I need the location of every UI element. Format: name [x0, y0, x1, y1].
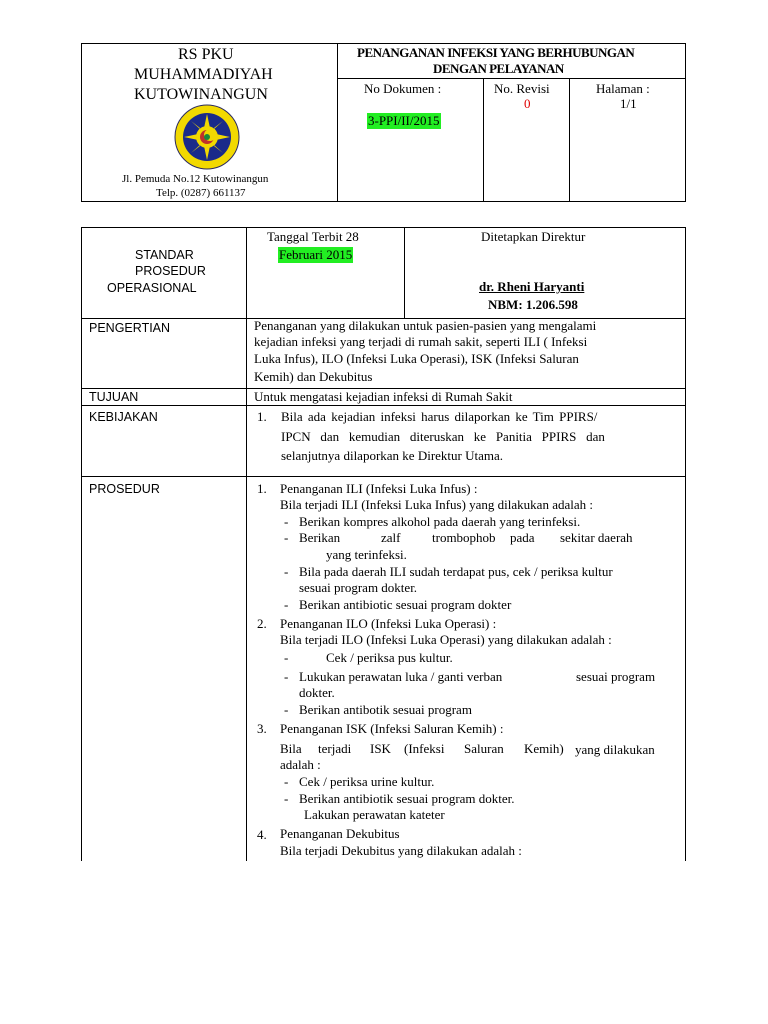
kebijakan-number: 1. — [257, 409, 267, 424]
bullet-dash: - — [284, 702, 289, 717]
prosedur-3-intro-word: Saluran — [464, 741, 504, 756]
pengertian-text-line2: kejadian infeksi yang terjadi di rumah sakit, seperti ILI ( Infeksi — [254, 334, 588, 349]
pengertian-text-line4: Kemih) dan Dekubitus — [254, 369, 373, 384]
prosedur-1-item-2-word: Berikan — [299, 530, 341, 545]
no-dokumen-label: No Dokumen : — [364, 81, 442, 96]
pengertian-text-line1: Penanganan yang dilakukan untuk pasien-pasien yang mengalami — [254, 318, 597, 333]
prosedur-1-intro: Bila terjadi ILI (Infeksi Luka Infus) yang dilakukan adalah : — [280, 497, 593, 512]
bullet-dash: - — [284, 564, 289, 579]
director-nbm: NBM: 1.206.598 — [488, 297, 578, 312]
kebijakan-text-line3: selanjutnya dilaporkan ke Direktur Utama. — [281, 448, 504, 463]
prosedur-3-intro-cont: adalah : — [280, 757, 321, 772]
bullet-dash: - — [284, 791, 289, 806]
ditetapkan-label: Ditetapkan Direktur — [481, 229, 586, 244]
prosedur-1-item-1: Berikan kompres alkohol pada daerah yang terinfeksi. — [299, 514, 581, 529]
no-revisi-label: No. Revisi — [494, 81, 550, 96]
hospital-phone: Telp. (0287) 661137 — [156, 187, 246, 199]
no-dokumen-value: 3-PPI/II/2015 — [368, 113, 440, 128]
prosedur-number-2: 2. — [257, 616, 267, 631]
prosedur-3-intro-word: (Infeksi — [404, 741, 445, 756]
prosedur-3-intro-side: yang dilakukan — [575, 742, 655, 757]
document-title-line1: PENANGANAN INFEKSI YANG BERHUBUNGAN — [357, 45, 635, 60]
prosedur-1-item-2-word: sekitar daerah — [560, 530, 633, 545]
prosedur-3-intro-word: ISK — [370, 741, 391, 756]
prosedur-1-item-2-word: pada — [510, 530, 535, 545]
pengertian-label: PENGERTIAN — [89, 321, 171, 335]
bullet-dash: - — [284, 597, 289, 612]
bullet-dash: - — [284, 530, 289, 545]
tanggal-terbit-value: Februari 2015 — [279, 247, 353, 262]
halaman-value: 1/1 — [620, 96, 637, 111]
kebijakan-text-line1: Bila ada kejadian infeksi harus dilaporkan ke Tim PPIRS/ — [281, 409, 598, 424]
prosedur-1-item-3-cont: sesuai program dokter. — [299, 580, 418, 595]
hospital-name-line2: MUHAMMADIYAH — [134, 66, 273, 83]
kebijakan-text-line2: IPCN dan kemudian diteruskan ke Panitia PPIRS dan — [281, 429, 605, 444]
sop-label-line2: PROSEDUR — [135, 264, 206, 278]
prosedur-3-item-3: Lakukan perawatan kateter — [304, 807, 445, 822]
tujuan-text: Untuk mengatasi kejadian infeksi di Rumah Sakit — [254, 389, 513, 404]
document-title-line2: DENGAN PELAYANAN — [433, 61, 564, 76]
prosedur-3-intro-word: Kemih) — [524, 741, 564, 756]
prosedur-number-1: 1. — [257, 481, 267, 496]
prosedur-1-item-2-word: trombophob — [432, 530, 496, 545]
prosedur-3-intro-word: Bila — [280, 741, 302, 756]
tujuan-label: TUJUAN — [89, 390, 139, 404]
bullet-dash: - — [284, 669, 289, 684]
pengertian-text-line3: Luka Infus), ILO (Infeksi Luka Operasi), ISK (Infeksi Saluran — [254, 351, 579, 366]
sop-label-line3: OPERASIONAL — [107, 281, 197, 295]
prosedur-3-title: Penanganan ISK (Infeksi Saluran Kemih) : — [280, 721, 504, 736]
hospital-name-line3: KUTOWINANGUN — [134, 86, 268, 103]
prosedur-2-item-2-side: sesuai program — [576, 669, 656, 684]
prosedur-1-item-4: Berikan antibiotic sesuai program dokter — [299, 597, 512, 612]
prosedur-2-item-3: Berikan antibotik sesuai program — [299, 702, 472, 717]
prosedur-3-item-1: Cek / periksa urine kultur. — [299, 774, 435, 789]
prosedur-2-item-2: Lukukan perawatan luka / ganti verban — [299, 669, 503, 684]
prosedur-4-title: Penanganan Dekubitus — [280, 826, 400, 841]
prosedur-number-4: 4. — [257, 827, 267, 842]
muhammadiyah-logo-icon — [174, 104, 240, 170]
no-revisi-value: 0 — [524, 96, 531, 111]
prosedur-2-item-1: Cek / periksa pus kultur. — [326, 650, 453, 665]
prosedur-2-intro: Bila terjadi ILO (Infeksi Luka Operasi) yang dilakukan adalah : — [280, 632, 612, 647]
bullet-dash: - — [284, 774, 289, 789]
prosedur-3-intro-word: terjadi — [318, 741, 352, 756]
prosedur-number-3: 3. — [257, 721, 267, 736]
prosedur-1-item-2-word: zalf — [381, 530, 401, 545]
prosedur-label: PROSEDUR — [89, 482, 160, 496]
prosedur-4-intro: Bila terjadi Dekubitus yang dilakukan adalah : — [280, 843, 522, 858]
halaman-label: Halaman : — [596, 81, 650, 96]
hospital-address: Jl. Pemuda No.12 Kutowinangun — [122, 173, 269, 185]
bullet-dash: - — [284, 514, 289, 529]
hospital-name-line1: RS PKU — [178, 46, 234, 63]
prosedur-1-item-3: Bila pada daerah ILI sudah terdapat pus, cek / periksa kultur — [299, 564, 613, 579]
tanggal-terbit-label: Tanggal Terbit 28 — [267, 229, 359, 244]
prosedur-2-item-2-cont: dokter. — [299, 685, 335, 700]
prosedur-2-title: Penanganan ILO (Infeksi Luka Operasi) : — [280, 616, 497, 631]
prosedur-3-item-2: Berikan antibiotik sesuai program dokter. — [299, 791, 515, 806]
sop-label-line1: STANDAR — [135, 248, 194, 262]
prosedur-1-title: Penanganan ILI (Infeksi Luka Infus) : — [280, 481, 478, 496]
kebijakan-label: KEBIJAKAN — [89, 410, 158, 424]
director-name: dr. Rheni Haryanti — [479, 279, 585, 294]
bullet-dash: - — [284, 650, 289, 665]
prosedur-1-item-2-cont: yang terinfeksi. — [326, 547, 407, 562]
